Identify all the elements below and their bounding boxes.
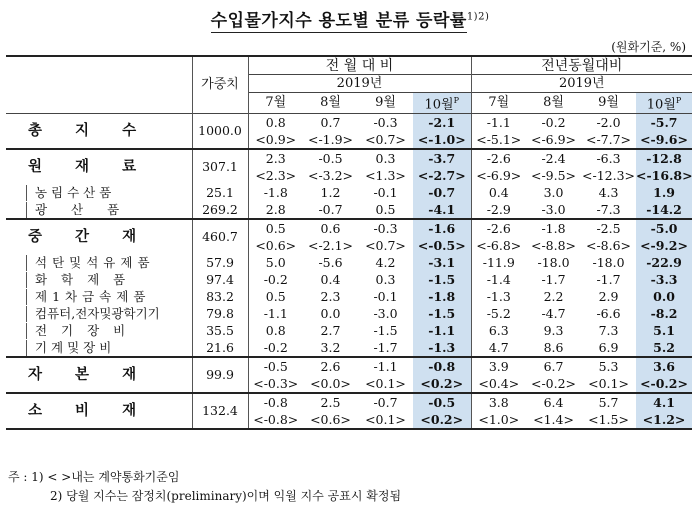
yoy-value-1: -2.6 (471, 149, 526, 167)
row-label (6, 219, 192, 254)
table-row (6, 271, 692, 288)
footnotes (8, 468, 401, 506)
yoy-contract-2: <-9.5> (530, 167, 577, 183)
yoy-value-4: -3.3 (636, 271, 692, 288)
mom-value-4: -0.8 (413, 357, 471, 375)
yoy-value-2: 9.3 (543, 322, 564, 338)
mom-value-3: 0.3 (358, 149, 413, 167)
footnote-2: 2) 당월 지수는 잠정치(preliminary)이며 익월 지수 공표시 확정됨 (50, 489, 402, 503)
row-weight: 99.9 (192, 357, 248, 393)
header-mom: 전 월 대 비 (248, 56, 471, 75)
yoy-value-1: -5.2 (486, 305, 511, 321)
row-weight: 460.7 (192, 219, 248, 254)
yoy-contract-3: <1.5> (581, 411, 636, 429)
mom-contract-1: <-0.8> (248, 411, 303, 429)
mom-value-4: -1.3 (413, 339, 471, 357)
yoy-value-3: -7.3 (596, 201, 621, 217)
row-label (6, 254, 192, 271)
yoy-contract-4: <-16.8> (636, 167, 693, 183)
mom-value-3: -0.3 (358, 219, 413, 237)
yoy-value-3: 5.7 (581, 393, 636, 411)
yoy-value-1: -11.9 (482, 254, 515, 270)
yoy-value-4: 3.6 (636, 357, 692, 375)
mom-value-3: -0.1 (373, 288, 398, 304)
row-label (6, 114, 192, 150)
yoy-value-2: -1.8 (526, 219, 581, 237)
category-label: 기 계 및 장 비 (35, 339, 112, 355)
row-weight: 83.2 (192, 288, 248, 305)
category-label: 자 본 재 (28, 366, 151, 384)
row-label (6, 357, 192, 393)
yoy-value-4: -8.2 (636, 305, 692, 322)
mom-value-2: 2.6 (303, 357, 358, 375)
yoy-value-2: 2.2 (543, 288, 564, 304)
mom-contract-1: <0.9> (255, 131, 297, 147)
mom-value-4: -1.8 (413, 288, 471, 305)
mom-value-2: 0.4 (320, 271, 341, 287)
yoy-value-4: 5.2 (636, 339, 692, 357)
mom-contract-4: <-2.7> (413, 167, 471, 184)
mom-value-2: 3.2 (320, 339, 341, 355)
category-label: 컴퓨터,전자및광학기기 (35, 305, 160, 321)
yoy-value-2: 8.6 (543, 339, 564, 355)
mom-contract-2: <-2.1> (307, 237, 354, 253)
month-label: 9월 (598, 95, 619, 111)
mom-contract-3: <1.3> (365, 167, 406, 183)
mom-contract-2: <0.0> (310, 375, 351, 391)
yoy-value-2: 3.0 (543, 184, 564, 200)
yoy-value-4: -22.9 (636, 254, 692, 271)
mom-value-1: 0.5 (248, 219, 303, 237)
row-label (6, 288, 192, 305)
header-year-yoy: 2019년 (471, 75, 692, 93)
mom-value-4: -3.7 (413, 149, 471, 167)
mom-contract-2: <-3.2> (307, 167, 354, 183)
yoy-value-4: 5.1 (636, 322, 692, 339)
mom-value-2: 0.0 (320, 305, 341, 321)
yoy-contract-4: <-9.6> (636, 131, 692, 149)
mom-value-2: -0.5 (303, 149, 358, 167)
mom-contract-4: <-0.5> (413, 237, 471, 254)
yoy-value-1: 6.3 (488, 322, 509, 338)
row-weight: 21.6 (192, 339, 248, 357)
mom-contract-3: <0.1> (365, 375, 406, 391)
category-label: 제1차금속제품 (35, 288, 151, 304)
month-label: 9월 (375, 95, 396, 111)
header-month-mom-2 (303, 93, 358, 114)
table-row (6, 149, 692, 167)
header-year-mom: 2019년 (248, 75, 471, 93)
category-label: 중 간 재 (28, 228, 151, 246)
table-row (6, 254, 692, 271)
mom-value-2: 1.2 (320, 184, 341, 200)
yoy-value-1: 3.8 (471, 393, 526, 411)
header-weight: 가중치 (192, 56, 248, 114)
mom-contract-3: <0.7> (365, 131, 406, 147)
header-month-yoy-1 (471, 93, 526, 114)
row-weight: 35.5 (192, 322, 248, 339)
yoy-value-1: 4.7 (488, 339, 509, 355)
yoy-value-3: 2.9 (598, 288, 619, 304)
prelim-mark: P (675, 96, 682, 105)
yoy-value-3: 7.3 (598, 322, 619, 338)
table-row (6, 393, 692, 411)
yoy-value-2: -4.7 (541, 305, 566, 321)
row-weight: 1000.0 (192, 114, 248, 150)
mom-contract-1: <2.3> (255, 167, 297, 183)
yoy-value-2: 6.7 (526, 357, 581, 375)
mom-value-4: -1.1 (413, 322, 471, 339)
mom-value-1: -0.8 (248, 393, 303, 411)
yoy-contract-3: <-7.7> (585, 131, 632, 147)
mom-value-2: 2.7 (320, 322, 341, 338)
table-row (6, 322, 692, 339)
header-month-mom-1 (248, 93, 303, 114)
row-label (6, 184, 192, 201)
row-weight: 132.4 (192, 393, 248, 429)
yoy-value-3: 4.3 (598, 184, 619, 200)
mom-contract-1: <0.6> (255, 237, 297, 253)
yoy-contract-2: <1.4> (526, 411, 581, 429)
mom-value-1: 0.5 (265, 288, 286, 304)
mom-value-1: 2.3 (248, 149, 303, 167)
yoy-contract-1: <1.0> (471, 411, 526, 429)
table-row (6, 288, 692, 305)
yoy-value-2: -2.4 (526, 149, 581, 167)
mom-value-4: -3.1 (413, 254, 471, 271)
header-month-yoy-2 (526, 93, 581, 114)
yoy-contract-3: <-8.6> (585, 237, 632, 253)
yoy-value-2: -1.7 (541, 271, 566, 287)
mom-contract-2: <-1.9> (307, 131, 354, 147)
yoy-contract-1: <-6.8> (476, 237, 522, 253)
title-footnote-marks: 1)2) (466, 11, 490, 23)
month-label: 7월 (488, 95, 510, 111)
yoy-contract-4: <1.2> (636, 411, 692, 429)
category-label: 총 지 수 (28, 122, 151, 140)
yoy-value-1: -2.9 (486, 201, 511, 217)
yoy-contract-2: <-6.9> (530, 131, 577, 147)
category-label: 소 비 재 (28, 402, 151, 420)
row-label (6, 201, 192, 219)
month-label: 7월 (265, 95, 287, 111)
mom-value-3: 0.3 (375, 271, 396, 287)
mom-value-1: -0.2 (263, 339, 288, 355)
mom-value-4: -0.5 (413, 393, 471, 411)
table-row (6, 357, 692, 375)
mom-value-3: -1.5 (373, 322, 398, 338)
mom-value-2: -5.6 (318, 254, 343, 270)
yoy-value-4: -14.2 (636, 201, 692, 219)
yoy-value-1: -1.4 (486, 271, 511, 287)
mom-value-2: 0.7 (303, 114, 358, 132)
row-weight: 79.8 (192, 305, 248, 322)
table-row (6, 339, 692, 357)
row-weight: 57.9 (192, 254, 248, 271)
mom-value-3: -1.7 (373, 339, 398, 355)
mom-value-2: -0.7 (318, 201, 343, 217)
yoy-value-3: -1.7 (596, 271, 621, 287)
table-title (0, 6, 700, 31)
mom-contract-2: <0.6> (303, 411, 358, 429)
row-label (6, 393, 192, 429)
prelim-mark: P (453, 96, 459, 105)
yoy-value-2: -3.0 (541, 201, 566, 217)
mom-value-4: -1.5 (413, 271, 471, 288)
mom-value-4: -1.5 (413, 305, 471, 322)
mom-value-3: -1.1 (358, 357, 413, 375)
yoy-value-1: 3.9 (471, 357, 526, 375)
category-label: 농 림 수 산 품 (35, 184, 112, 200)
yoy-value-3: -6.6 (596, 305, 621, 321)
yoy-value-3: 5.3 (581, 357, 636, 375)
mom-value-2: 2.5 (303, 393, 358, 411)
table-row (6, 184, 692, 201)
yoy-value-1: -2.6 (471, 219, 526, 237)
month-label: 8월 (543, 95, 564, 111)
category-label: 석탄및석유제품 (35, 254, 155, 270)
header-month-yoy-3 (581, 93, 636, 114)
mom-value-3: -0.7 (358, 393, 413, 411)
yoy-value-4: -5.0 (636, 219, 692, 237)
row-label (6, 271, 192, 288)
yoy-contract-4: <-9.2> (636, 237, 692, 254)
yoy-value-4: 1.9 (636, 184, 692, 201)
yoy-value-1: 0.4 (488, 184, 509, 200)
yoy-value-1: -1.1 (471, 114, 526, 132)
mom-value-4: -0.7 (413, 184, 471, 201)
yoy-contract-1: <0.4> (478, 375, 520, 391)
mom-value-1: 5.0 (265, 254, 286, 270)
mom-contract-3: <0.7> (365, 237, 406, 253)
mom-value-1: -0.2 (263, 271, 288, 287)
month-label: 10월 (646, 97, 676, 113)
category-label: 화 학 제 품 (35, 271, 131, 287)
mom-value-3: -3.0 (373, 305, 398, 321)
mom-value-3: 4.2 (375, 254, 396, 270)
row-weight: 269.2 (192, 201, 248, 219)
category-label: 전 기 장 비 (35, 322, 131, 338)
yoy-value-3: -2.5 (581, 219, 636, 237)
row-label (6, 339, 192, 357)
yoy-contract-3: <0.1> (588, 375, 629, 391)
yoy-value-2: 6.4 (526, 393, 581, 411)
mom-value-4: -1.6 (413, 219, 471, 237)
mom-value-1: -1.1 (263, 305, 288, 321)
mom-contract-3: <0.1> (358, 411, 413, 429)
mom-value-2: 0.6 (303, 219, 358, 237)
yoy-value-4: 4.1 (636, 393, 692, 411)
mom-value-1: -1.8 (263, 184, 288, 200)
yoy-contract-1: <-6.9> (476, 167, 522, 183)
row-weight: 25.1 (192, 184, 248, 201)
yoy-value-4: 0.0 (636, 288, 692, 305)
unit-note: (원화기준, %) (611, 40, 686, 54)
yoy-value-2: -18.0 (537, 254, 570, 270)
import-price-table (6, 55, 692, 430)
mom-value-1: -0.5 (248, 357, 303, 375)
yoy-value-4: -5.7 (636, 114, 692, 132)
mom-contract-1: <-0.3> (253, 375, 299, 391)
yoy-contract-1: <-5.1> (476, 131, 522, 147)
yoy-value-2: -0.2 (526, 114, 581, 132)
yoy-value-1: -1.3 (486, 288, 511, 304)
header-month-mom-3 (358, 93, 413, 114)
header-month-yoy-4 (636, 93, 692, 114)
header-month-mom-4 (413, 93, 471, 114)
mom-value-1: 0.8 (248, 114, 303, 132)
month-label: 10월 (424, 97, 454, 113)
month-label: 8월 (320, 95, 341, 111)
category-label: 원 재 료 (28, 158, 151, 176)
category-label: 광 산 품 (35, 201, 130, 217)
mom-contract-4: <0.2> (413, 411, 471, 429)
yoy-value-3: -18.0 (592, 254, 625, 270)
mom-contract-4: <0.2> (413, 375, 471, 393)
yoy-contract-2: <-0.2> (530, 375, 577, 391)
mom-value-2: 2.3 (320, 288, 341, 304)
yoy-value-4: -12.8 (636, 149, 692, 167)
yoy-contract-4: <-0.2> (636, 375, 692, 393)
title-text: 수입물가지수 용도별 분류 등락률 (210, 11, 467, 31)
footnote-1: 주 : 1) < >내는 계약통화기준임 (8, 470, 180, 484)
yoy-value-3: -6.3 (581, 149, 636, 167)
table-row (6, 201, 692, 219)
table-row (6, 219, 692, 237)
row-label (6, 322, 192, 339)
row-weight: 307.1 (192, 149, 248, 184)
mom-value-1: 0.8 (265, 322, 286, 338)
table-row (6, 305, 692, 322)
yoy-contract-3: <-12.3> (582, 167, 636, 183)
row-weight: 97.4 (192, 271, 248, 288)
yoy-value-3: 6.9 (598, 339, 619, 355)
header-yoy: 전년동월대비 (471, 56, 692, 75)
mom-contract-4: <-1.0> (413, 131, 471, 149)
yoy-contract-2: <-8.8> (530, 237, 577, 253)
table-row (6, 114, 692, 132)
mom-value-4: -4.1 (413, 201, 471, 219)
mom-value-3: 0.5 (375, 201, 396, 217)
mom-value-3: -0.3 (358, 114, 413, 132)
row-label (6, 305, 192, 322)
mom-value-3: -0.1 (373, 184, 398, 200)
yoy-value-3: -2.0 (581, 114, 636, 132)
mom-value-1: 2.8 (265, 201, 286, 217)
row-label (6, 149, 192, 184)
mom-value-4: -2.1 (413, 114, 471, 132)
header-blank (6, 56, 192, 114)
